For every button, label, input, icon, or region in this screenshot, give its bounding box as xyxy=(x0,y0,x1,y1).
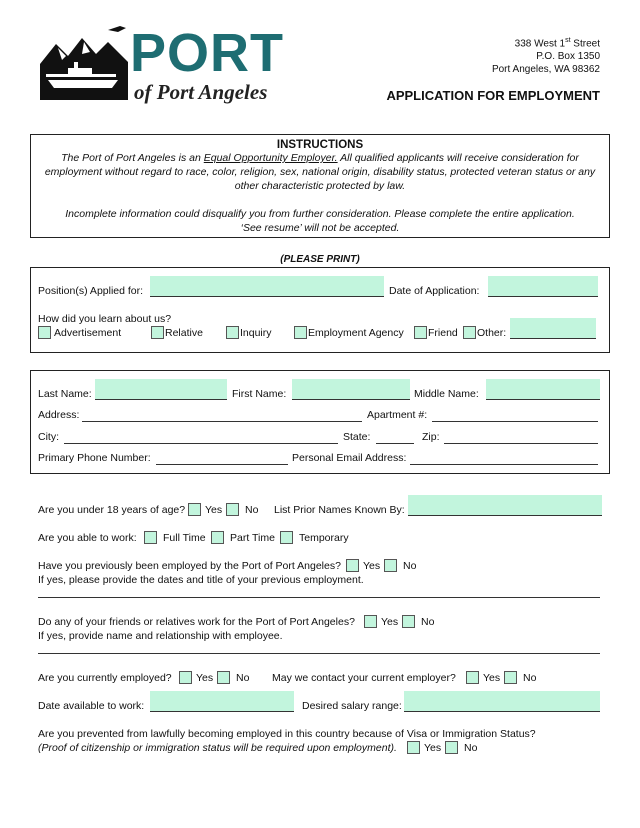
please-print: (PLEASE PRINT) xyxy=(280,254,360,265)
contact-employer-no-checkbox[interactable] xyxy=(504,671,517,684)
date-available-label: Date available to work: xyxy=(38,700,145,712)
temporary-checkbox[interactable] xyxy=(280,531,293,544)
instructions-paragraph-2-line-2: ‘See resume’ will not be accepted. xyxy=(240,222,400,234)
date-of-application-field[interactable] xyxy=(488,276,598,297)
prev-employed-note: If yes, please provide the dates and title of your previous employment. xyxy=(38,574,364,586)
positions-field[interactable] xyxy=(150,276,384,297)
state-label: State: xyxy=(343,431,371,443)
relative-checkbox[interactable] xyxy=(151,326,164,339)
relatives-line[interactable] xyxy=(38,653,600,654)
currently-employed-yes-label: Yes xyxy=(196,672,214,684)
full-time-checkbox[interactable] xyxy=(144,531,157,544)
positions-label: Position(s) Applied for: xyxy=(38,285,144,297)
instructions-panel xyxy=(30,134,610,238)
first-name-label: First Name: xyxy=(232,388,287,400)
phone-label: Primary Phone Number: xyxy=(38,452,151,464)
mountain-ship-logo-icon xyxy=(38,24,130,102)
instructions-heading: INSTRUCTIONS xyxy=(276,139,364,151)
proof-note: (Proof of citizenship or immigration status will be required upon employment). xyxy=(38,742,397,754)
relatives-no-label: No xyxy=(421,616,435,628)
currently-employed-no-label: No xyxy=(236,672,250,684)
advertisement-label: Advertisement xyxy=(54,327,122,339)
prev-employed-line[interactable] xyxy=(38,597,600,598)
friend-label: Friend xyxy=(428,327,458,339)
under18-no-label: No xyxy=(245,504,259,516)
relatives-note: If yes, provide name and relationship with employee. xyxy=(38,630,283,642)
address-line[interactable] xyxy=(82,421,362,422)
form-title: APPLICATION FOR EMPLOYMENT xyxy=(386,88,600,103)
friend-checkbox[interactable] xyxy=(414,326,427,339)
relatives-yes-label: Yes xyxy=(381,616,399,628)
date-of-application-label: Date of Application: xyxy=(389,285,480,297)
email-label: Personal Email Address: xyxy=(292,452,407,464)
desired-salary-label: Desired salary range: xyxy=(302,700,402,712)
email-line[interactable] xyxy=(410,464,598,465)
relatives-yes-checkbox[interactable] xyxy=(364,615,377,628)
address-po: P.O. Box 1350 xyxy=(536,51,600,63)
address-label: Address: xyxy=(38,409,80,421)
last-name-field[interactable] xyxy=(95,379,227,400)
prior-names-field[interactable] xyxy=(408,495,602,516)
contact-employer-yes-label: Yes xyxy=(483,672,501,684)
able-to-work-question: Are you able to work: xyxy=(38,532,137,544)
desired-salary-field[interactable] xyxy=(404,691,600,712)
prevented-yes-label: Yes xyxy=(424,742,442,754)
address-city: Port Angeles, WA 98362 xyxy=(491,64,600,76)
address-street: 338 West 1st Street xyxy=(514,37,600,50)
employment-agency-checkbox[interactable] xyxy=(294,326,307,339)
state-line[interactable] xyxy=(376,443,414,444)
inquiry-label: Inquiry xyxy=(240,327,272,339)
prevented-no-label: No xyxy=(464,742,478,754)
zip-line[interactable] xyxy=(444,443,598,444)
currently-employed-question: Are you currently employed? xyxy=(38,672,172,684)
prevented-question: Are you prevented from lawfully becoming employed in this country because of Visa or Immigration Status? xyxy=(38,728,536,740)
contact-employer-no-label: No xyxy=(523,672,537,684)
instructions-paragraph-2-line-1: Incomplete information could disqualify you from further consideration. Please complete the entire application. xyxy=(65,208,575,220)
currently-employed-no-checkbox[interactable] xyxy=(217,671,230,684)
under18-yes-label: Yes xyxy=(205,504,223,516)
first-name-field[interactable] xyxy=(292,379,410,400)
prior-names-label: List Prior Names Known By: xyxy=(274,504,405,516)
prevented-no-checkbox[interactable] xyxy=(445,741,458,754)
relatives-no-checkbox[interactable] xyxy=(402,615,415,628)
other-field[interactable] xyxy=(510,318,596,339)
apartment-line[interactable] xyxy=(432,421,598,422)
employment-agency-label: Employment Agency xyxy=(308,327,404,339)
contact-employer-yes-checkbox[interactable] xyxy=(466,671,479,684)
last-name-label: Last Name: xyxy=(38,388,92,400)
zip-label: Zip: xyxy=(422,431,440,443)
prev-employed-yes-checkbox[interactable] xyxy=(346,559,359,572)
learn-label: How did you learn about us? xyxy=(38,313,172,325)
prev-employed-no-label: No xyxy=(403,560,417,572)
under18-no-checkbox[interactable] xyxy=(226,503,239,516)
under18-yes-checkbox[interactable] xyxy=(188,503,201,516)
logo-word: PORT xyxy=(130,23,285,83)
logo xyxy=(38,23,285,104)
under18-question: Are you under 18 years of age? xyxy=(38,504,186,516)
prev-employed-yes-label: Yes xyxy=(363,560,381,572)
phone-line[interactable] xyxy=(156,464,288,465)
instructions-paragraph-1: The Port of Port Angeles is an Equal Opportunity Employer. All qualified applicants will receive consideration for employment without regard to race, color, religion, sex, national origin, disability status, protected veteran status or any other characteristic protected by law. xyxy=(44,152,596,192)
city-line[interactable] xyxy=(64,443,338,444)
full-time-label: Full Time xyxy=(163,532,206,544)
city-label: City: xyxy=(38,431,59,443)
middle-name-field[interactable] xyxy=(486,379,600,400)
temporary-label: Temporary xyxy=(299,532,349,544)
part-time-label: Part Time xyxy=(230,532,275,544)
eoe-link: Equal Opportunity Employer. xyxy=(203,152,338,164)
date-available-field[interactable] xyxy=(150,691,294,712)
part-time-checkbox[interactable] xyxy=(211,531,224,544)
other-checkbox[interactable] xyxy=(463,326,476,339)
prev-employed-no-checkbox[interactable] xyxy=(384,559,397,572)
currently-employed-yes-checkbox[interactable] xyxy=(179,671,192,684)
prev-employed-question: Have you previously been employed by the Port of Port Angeles? xyxy=(38,560,341,572)
contact-employer-question: May we contact your current employer? xyxy=(272,672,456,684)
address-block xyxy=(492,34,600,76)
logo-subtitle: of Port Angeles xyxy=(134,80,268,104)
prevented-yes-checkbox[interactable] xyxy=(407,741,420,754)
relatives-question: Do any of your friends or relatives work for the Port of Port Angeles? xyxy=(38,616,355,628)
inquiry-checkbox[interactable] xyxy=(226,326,239,339)
advertisement-checkbox[interactable] xyxy=(38,326,51,339)
relative-label: Relative xyxy=(165,327,203,339)
middle-name-label: Middle Name: xyxy=(414,388,479,400)
other-label: Other: xyxy=(477,327,507,339)
apartment-label: Apartment #: xyxy=(367,409,428,421)
